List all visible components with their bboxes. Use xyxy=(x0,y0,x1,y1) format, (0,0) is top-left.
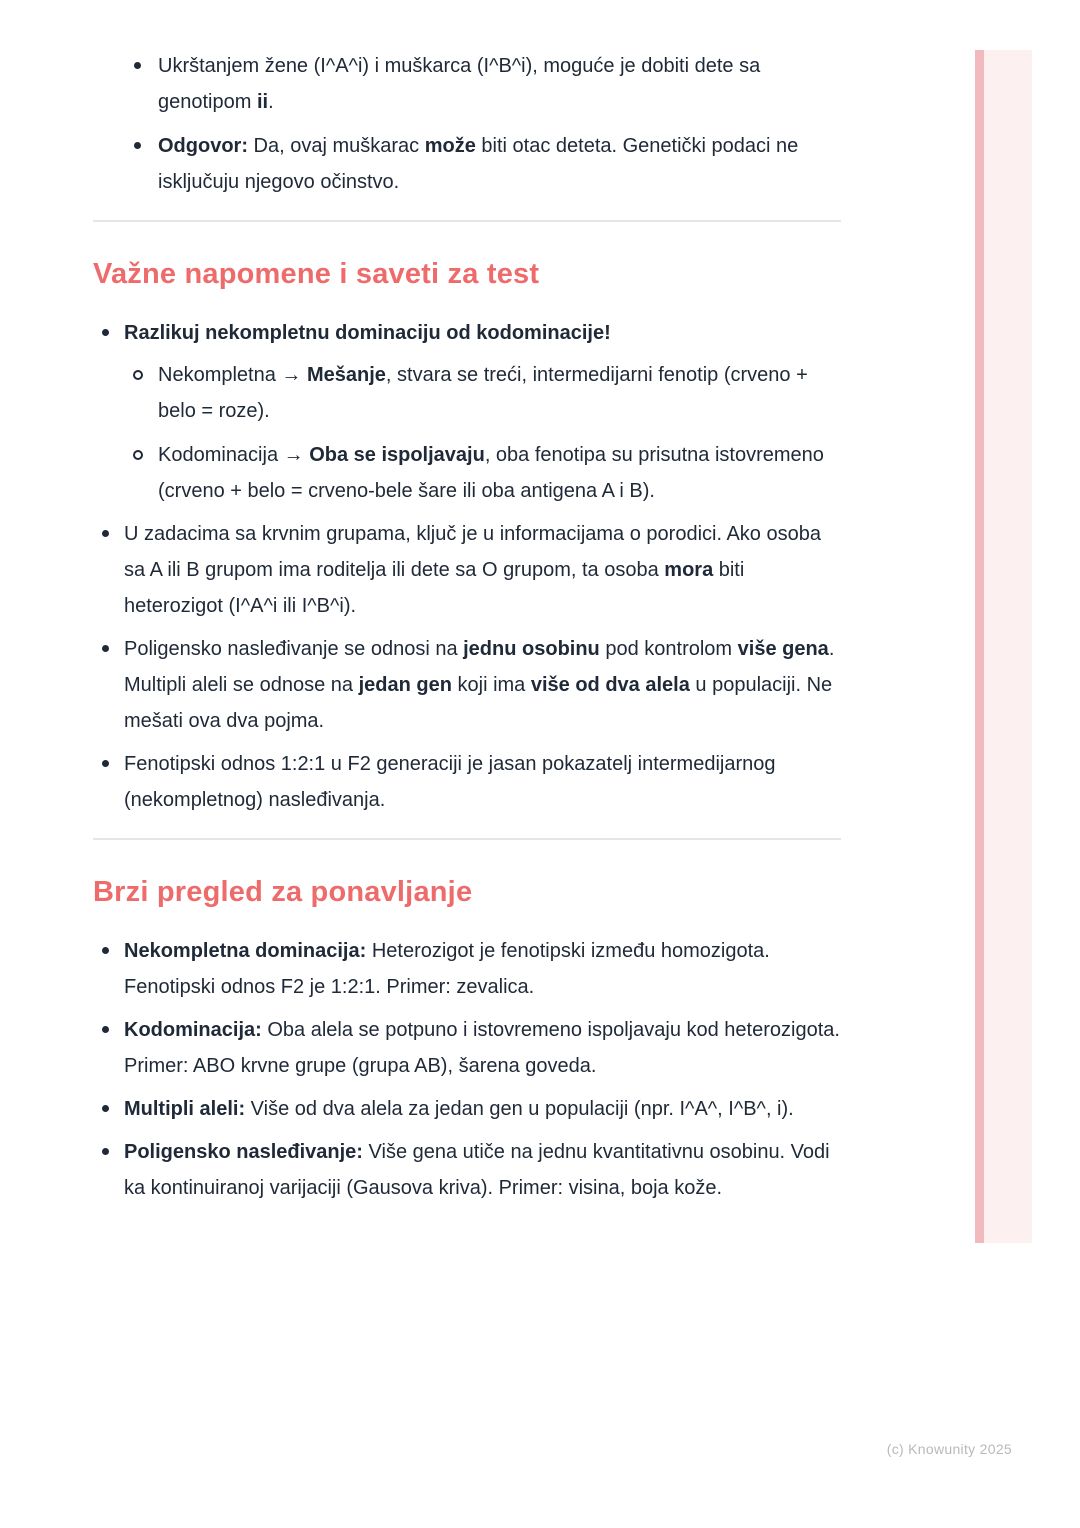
list-item-text: Kodominacija → Oba se ispoljavaju, oba fenotipa su prisutna istovremeno (crveno + belo = crveno-bele šare ili oba antigena A i B). xyxy=(158,444,824,502)
section-divider xyxy=(93,838,841,840)
circle-bullet-icon xyxy=(133,450,143,460)
bullet-icon xyxy=(102,947,109,954)
sub-list xyxy=(133,357,841,509)
review-list xyxy=(93,933,841,1206)
list-item-text: Multipli aleli: Više od dva alela za jedan gen u populaciji (npr. I^A^, I^B^, i). xyxy=(124,1098,794,1120)
list-item-text: Poligensko nasleđivanje se odnosi na jednu osobinu pod kontrolom više gena. Multipli aleli se odnose na jedan gen koji ima više od dva alela u populaciji. Ne mešati ova dva pojma. xyxy=(124,638,835,732)
list-item xyxy=(93,746,841,818)
bullet-icon xyxy=(102,1026,109,1033)
list-item-text: Fenotipski odnos 1:2:1 u F2 generaciji je jasan pokazatelj intermedijarnog (nekompletnog) nasleđivanja. xyxy=(124,753,776,811)
list-item-text: Nekompletna dominacija: Heterozigot je fenotipski između homozigota. Fenotipski odnos F2 je 1:2:1. Primer: zevalica. xyxy=(124,940,770,998)
bullet-icon xyxy=(102,1105,109,1112)
list-item xyxy=(93,315,841,509)
list-item xyxy=(133,357,841,429)
bullet-icon xyxy=(102,1148,109,1155)
section-quick-review xyxy=(93,874,841,1206)
list-item xyxy=(93,1012,841,1084)
list-item xyxy=(93,1091,841,1127)
section-important-notes xyxy=(93,256,841,818)
list-item xyxy=(93,631,841,739)
bullet-icon xyxy=(102,530,109,537)
bullet-icon xyxy=(134,62,141,69)
section-title: Brzi pregled za ponavljanje xyxy=(93,876,473,908)
document-content xyxy=(93,0,841,1206)
section-divider xyxy=(93,220,841,222)
bullet-icon xyxy=(102,329,109,336)
intro-list xyxy=(133,48,841,200)
list-item-text: Razlikuj nekompletnu dominaciju od kodominacije! xyxy=(124,322,611,344)
copyright-footer: (c) Knowunity 2025 xyxy=(886,1441,1012,1457)
list-item-text: Odgovor: Da, ovaj muškarac može biti otac deteta. Genetički podaci ne isključuju njegovo očinstvo. xyxy=(158,135,799,193)
right-accent-bar xyxy=(975,50,1032,1243)
list-item-text: Kodominacija: Oba alela se potpuno i istovremeno ispoljavaju kod heterozigota. Primer: ABO krvne grupe (grupa AB), šarena goveda. xyxy=(124,1019,840,1077)
bullet-icon xyxy=(102,645,109,652)
list-item xyxy=(133,128,841,200)
list-item xyxy=(93,1134,841,1206)
list-item-text: Nekompletna → Mešanje, stvara se treći, intermedijarni fenotip (crveno + belo = roze). xyxy=(158,364,808,422)
bullet-icon xyxy=(102,760,109,767)
circle-bullet-icon xyxy=(133,370,143,380)
notes-list xyxy=(93,315,841,818)
list-item-text: U zadacima sa krvnim grupama, ključ je u informacijama o porodici. Ako osoba sa A ili B grupom ima roditelja ili dete sa O grupom, ta osoba mora biti heterozigot (I^A^i ili I^B^i). xyxy=(124,523,821,617)
list-item xyxy=(93,516,841,624)
section-title: Važne napomene i saveti za test xyxy=(93,258,540,290)
list-item xyxy=(133,48,841,120)
bullet-icon xyxy=(134,142,141,149)
list-item xyxy=(93,933,841,1005)
list-item-text: Poligensko nasleđivanje: Više gena utiče na jednu kvantitativnu osobinu. Vodi ka kontinuiranoj varijaciji (Gausova kriva). Primer: visina, boja kože. xyxy=(124,1141,830,1199)
list-item xyxy=(133,437,841,509)
list-item-text: Ukrštanjem žene (I^A^i) i muškarca (I^B^i), moguće je dobiti dete sa genotipom ii. xyxy=(158,55,761,113)
